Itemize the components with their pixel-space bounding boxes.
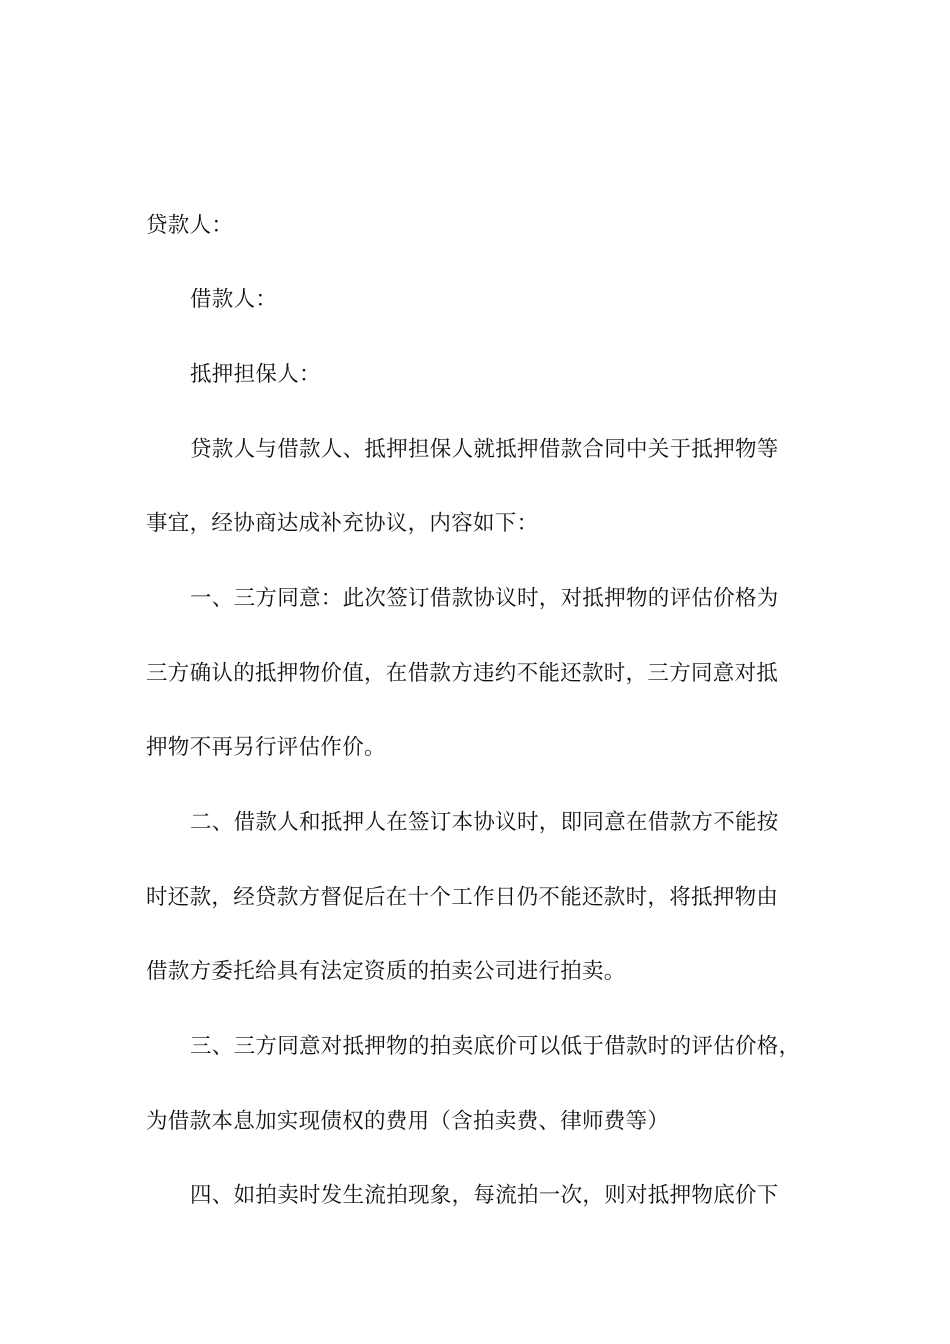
mortgage-guarantor-label: 抵押担保人： <box>190 362 321 387</box>
clause-2-line-2: 时还款，经贷款方督促后在十个工作日仍不能还款时，将抵押物由 <box>146 885 779 910</box>
intro-paragraph-line-2: 事宜，经协商达成补充协议，内容如下： <box>146 511 539 536</box>
intro-paragraph-line-1: 贷款人与借款人、抵押担保人就抵押借款合同中关于抵押物等 <box>190 437 779 462</box>
clause-3-line-1: 三、三方同意对抵押物的拍卖底价可以低于借款时的评估价格， <box>190 1034 801 1059</box>
clause-2-line-1: 二、借款人和抵押人在签订本协议时，即同意在借款方不能按 <box>190 810 779 835</box>
borrower-label: 借款人： <box>190 287 278 312</box>
clause-1-line-3: 押物不再另行评估作价。 <box>146 735 386 760</box>
clause-1-line-1: 一、三方同意：此次签订借款协议时，对抵押物的评估价格为 <box>190 586 779 611</box>
clause-4-line-1: 四、如拍卖时发生流拍现象，每流拍一次，则对抵押物底价下 <box>190 1183 779 1208</box>
clause-3-line-2: 为借款本息加实现债权的费用（含拍卖费、律师费等） <box>146 1109 670 1134</box>
clause-1-line-2: 三方确认的抵押物价值，在借款方违约不能还款时，三方同意对抵 <box>146 661 779 686</box>
lender-label: 贷款人： <box>146 213 234 238</box>
clause-2-line-3: 借款方委托给具有法定资质的拍卖公司进行拍卖。 <box>146 959 626 984</box>
